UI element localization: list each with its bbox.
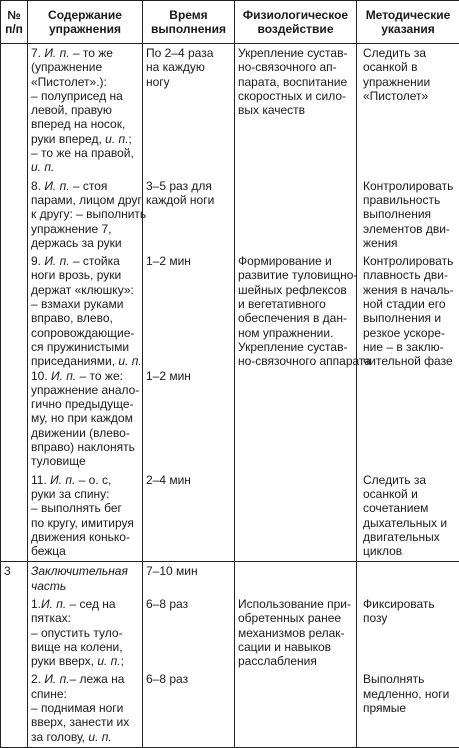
cell-num <box>1 469 28 562</box>
text-run: позу <box>363 611 387 625</box>
cell-line <box>146 179 232 193</box>
text-run: – о. с, <box>75 473 111 487</box>
cell-line <box>363 672 457 686</box>
cell-line <box>31 672 140 686</box>
cell-line <box>31 146 140 160</box>
text-run: циклов <box>363 544 402 558</box>
cell-effect <box>235 668 357 747</box>
text-run: медленно, ноги <box>363 687 449 701</box>
cell-line <box>31 501 140 515</box>
cell-line <box>238 75 353 89</box>
cell-line <box>31 411 140 425</box>
cell-line <box>146 369 232 383</box>
cell-line <box>31 397 140 411</box>
cell-line <box>363 179 457 193</box>
text-run: 1–2 мин <box>146 369 191 383</box>
text-run: Контролировать <box>363 179 453 193</box>
text-run: правильность <box>363 193 440 207</box>
text-run: – стоя <box>70 179 108 193</box>
cell-line <box>363 326 457 340</box>
cell-line <box>31 440 140 454</box>
cell-method <box>357 469 459 562</box>
text-run: Использование при- <box>238 597 351 611</box>
cell-num <box>1 175 28 250</box>
text-run: Следить за <box>363 46 426 60</box>
text-run: 6–8 раз <box>146 672 188 686</box>
text-run: осанкой и <box>363 487 418 501</box>
cell-line <box>238 626 353 640</box>
cell-line <box>31 564 140 578</box>
cell-line <box>31 516 140 530</box>
cell-line <box>31 179 140 193</box>
text-run: по кругу, имитируя <box>31 516 134 530</box>
cell-content <box>28 593 143 668</box>
cell-line <box>238 268 353 282</box>
cell-line <box>31 326 140 340</box>
text-run: обретенных ранее <box>238 611 341 625</box>
cell-line <box>363 46 457 60</box>
text-run: спине: <box>31 687 67 701</box>
italic-text: И. п. <box>44 254 69 268</box>
cell-line <box>31 597 140 611</box>
cell-line <box>363 597 457 611</box>
cell-line <box>146 46 232 60</box>
text-run: Укрепление сустав- <box>238 340 347 354</box>
cell-time <box>143 44 235 175</box>
cell-line <box>31 268 140 282</box>
cell-content <box>28 369 143 469</box>
cell-line <box>363 701 457 715</box>
cell-line <box>363 193 457 207</box>
text-run: приседаниями, <box>31 354 118 368</box>
text-run: – то же <box>70 46 113 60</box>
cell-line <box>31 544 140 558</box>
cell-method <box>357 593 459 668</box>
text-run: 3 <box>4 564 11 578</box>
text-run: на каждую <box>146 60 205 74</box>
text-run: Выполнять <box>363 672 424 686</box>
text-run: скоростных и сило- <box>238 89 346 103</box>
text-run: сопровождающие- <box>31 326 134 340</box>
section-row <box>1 562 459 593</box>
italic-text: Заключительная <box>31 564 128 578</box>
text-run: упражнение 7, <box>31 222 112 236</box>
cell-effect <box>235 250 357 368</box>
cell-num <box>1 44 28 175</box>
cell-line <box>31 611 140 625</box>
cell-line <box>238 354 353 368</box>
text-run: Следить за <box>363 473 426 487</box>
cell-num <box>1 593 28 668</box>
cell-line <box>31 193 140 207</box>
text-run: «Пистолет» <box>363 89 428 103</box>
cell-time <box>143 562 235 593</box>
text-run: 1. <box>31 597 41 611</box>
text-run: ной стадии его <box>363 297 446 311</box>
text-run: двигательных <box>363 530 440 544</box>
text-run: вправо) наклонять <box>31 440 135 454</box>
italic-text: И. п. <box>50 473 75 487</box>
text-run: ние – в заклю- <box>363 340 444 354</box>
table-row <box>1 469 459 562</box>
cell-line <box>238 640 353 654</box>
cell-effect <box>235 593 357 668</box>
cell-line <box>363 516 457 530</box>
text-run: 2–4 мин <box>146 473 191 487</box>
text-run: парами, лицом друг <box>31 193 142 207</box>
text-run: сации и навыков <box>238 640 331 654</box>
cell-line <box>238 311 353 325</box>
text-run: 7. <box>31 46 44 60</box>
text-run: выполнения <box>363 207 431 221</box>
text-run: и вегетативного <box>238 297 326 311</box>
text-run: Контролировать <box>363 254 453 268</box>
cell-line <box>238 103 353 117</box>
cell-time <box>143 593 235 668</box>
text-run: вище на колени, <box>31 640 123 654</box>
cell-line <box>238 654 353 668</box>
cell-method <box>357 44 459 175</box>
text-run: осанкой в <box>363 60 417 74</box>
text-run: механизмов релак- <box>238 626 345 640</box>
cell-line <box>363 611 457 625</box>
cell-effect <box>235 562 357 593</box>
table-row <box>1 668 459 747</box>
header-effect: Физиологическое воздействие <box>235 1 357 44</box>
cell-line <box>31 640 140 654</box>
cell-line <box>31 715 140 729</box>
cell-line <box>31 730 140 744</box>
header-content: Содержание упражнения <box>28 1 143 44</box>
cell-line <box>363 354 457 368</box>
cell-num <box>1 369 28 469</box>
text-run: 2. <box>31 672 44 686</box>
text-run: каждой ноги <box>146 193 214 207</box>
cell-time <box>143 469 235 562</box>
cell-content <box>28 469 143 562</box>
cell-line <box>363 340 457 354</box>
text-run: движения конько- <box>31 530 130 544</box>
cell-line <box>31 701 140 715</box>
table-header-row <box>1 1 459 44</box>
cell-line <box>363 297 457 311</box>
text-run: чительной фазе <box>363 354 453 368</box>
cell-line <box>363 530 457 544</box>
italic-text: И. п. <box>44 179 69 193</box>
cell-line <box>363 254 457 268</box>
cell-time <box>143 668 235 747</box>
text-run: шейных рефлексов <box>238 283 347 297</box>
cell-content <box>28 668 143 747</box>
cell-line <box>31 207 140 221</box>
italic-text: часть <box>31 579 66 593</box>
cell-line <box>31 383 140 397</box>
text-run: ном упражнении. <box>238 326 333 340</box>
cell-line <box>363 60 457 74</box>
cell-line <box>31 117 140 131</box>
text-run: вперед на носок, <box>31 117 125 131</box>
cell-effect <box>235 175 357 250</box>
header-time: Время выполнения <box>143 1 235 44</box>
cell-line <box>363 487 457 501</box>
text-run: левой, правую <box>31 103 112 117</box>
text-run: – выполнять бег <box>31 501 122 515</box>
italic-text: и. п. <box>105 132 128 146</box>
cell-line <box>31 297 140 311</box>
text-run: плавность дви- <box>363 268 448 282</box>
text-run: 10. <box>31 369 51 383</box>
cell-line <box>146 60 232 74</box>
cell-line <box>363 501 457 515</box>
cell-line <box>238 283 353 297</box>
cell-line <box>363 311 457 325</box>
cell-line <box>146 597 232 611</box>
cell-line <box>31 60 140 74</box>
cell-line <box>31 103 140 117</box>
text-run: ся пружинистыми <box>31 340 129 354</box>
cell-effect <box>235 469 357 562</box>
cell-line <box>31 473 140 487</box>
text-run: По 2–4 раза <box>146 46 213 60</box>
text-run: руки за спину: <box>31 487 110 501</box>
cell-content <box>28 562 143 593</box>
cell-time <box>143 175 235 250</box>
text-run: резкое ускоре- <box>363 326 445 340</box>
cell-line <box>238 46 353 60</box>
text-run: Фиксировать <box>363 597 435 611</box>
cell-line <box>31 46 140 60</box>
cell-method <box>357 668 459 747</box>
text-run: туловище <box>31 454 86 468</box>
text-run: (упражнение <box>31 60 102 74</box>
cell-line <box>238 89 353 103</box>
text-run: ; <box>128 132 131 146</box>
text-run: – сед на <box>66 597 115 611</box>
text-run: к другу: – выполнить <box>31 207 146 221</box>
cell-content <box>28 44 143 175</box>
cell-line <box>31 369 140 383</box>
cell-content <box>28 175 143 250</box>
cell-num <box>1 250 28 368</box>
cell-line <box>31 75 140 89</box>
text-run: жения в началь- <box>363 283 454 297</box>
text-run: – стойка <box>70 254 120 268</box>
text-run: Укрепление сустав- <box>238 46 347 60</box>
cell-line <box>363 222 457 236</box>
text-run: держась за руки <box>31 236 122 250</box>
cell-line <box>146 254 232 268</box>
italic-text: И. п. <box>41 597 66 611</box>
text-run: вверх, занести их <box>31 715 129 729</box>
text-run: Формирование и <box>238 254 332 268</box>
cell-method <box>357 562 459 593</box>
cell-line <box>31 626 140 640</box>
cell-num <box>1 562 28 593</box>
cell-line <box>238 340 353 354</box>
cell-line <box>238 326 353 340</box>
text-run: ногу <box>146 75 170 89</box>
table-row <box>1 369 459 469</box>
header-num: № п/п <box>1 1 28 44</box>
cell-num <box>1 668 28 747</box>
italic-text: и. п. <box>88 730 111 744</box>
cell-line <box>31 132 140 146</box>
table-row <box>1 593 459 668</box>
text-run: бежца <box>31 544 66 558</box>
cell-line <box>363 75 457 89</box>
text-run: 7–10 мин <box>146 564 198 578</box>
cell-line <box>31 454 140 468</box>
table-row <box>1 175 459 250</box>
italic-text: и. п. <box>118 354 141 368</box>
text-run: – то же на правой, <box>31 146 134 160</box>
cell-line <box>146 672 232 686</box>
text-run: но-связочного аппарата <box>238 354 371 368</box>
text-run: гично предыдуще- <box>31 397 134 411</box>
cell-line <box>238 597 353 611</box>
cell-line <box>31 426 140 440</box>
italic-text: и. п. <box>31 160 54 174</box>
cell-line <box>4 564 26 578</box>
text-run: – то же: <box>76 369 123 383</box>
text-run: дыхательных и <box>363 516 447 530</box>
cell-time <box>143 250 235 368</box>
cell-method <box>357 369 459 469</box>
cell-line <box>31 254 140 268</box>
text-run: за голову, <box>31 730 88 744</box>
text-run: ; <box>121 654 124 668</box>
cell-line <box>363 236 457 250</box>
text-run: – поднимая ноги <box>31 701 123 715</box>
cell-line <box>363 687 457 701</box>
cell-line <box>146 564 232 578</box>
italic-text: и. п. <box>97 654 120 668</box>
cell-line <box>31 340 140 354</box>
table-row <box>1 250 459 368</box>
cell-line <box>31 654 140 668</box>
cell-line <box>238 60 353 74</box>
cell-effect <box>235 369 357 469</box>
text-run: расслабления <box>238 654 317 668</box>
cell-line <box>146 193 232 207</box>
text-run: 3–5 раз для <box>146 179 212 193</box>
text-run: вых качеств <box>238 103 305 117</box>
text-run: но-связочного ап- <box>238 60 337 74</box>
cell-line <box>146 473 232 487</box>
text-run: пятках: <box>31 611 71 625</box>
text-run: му, но при каждом <box>31 411 133 425</box>
text-run: элементов дви- <box>363 222 450 236</box>
cell-line <box>31 160 140 174</box>
cell-line <box>363 89 457 103</box>
cell-method <box>357 175 459 250</box>
text-run: выполнения и <box>363 311 441 325</box>
text-run: руки вверх, <box>31 654 97 668</box>
text-run: руки вперед, <box>31 132 105 146</box>
text-run: 8. <box>31 179 44 193</box>
text-run: вправо, влево, <box>31 311 113 325</box>
italic-text: И. п. <box>51 369 76 383</box>
header-method: Методические указания <box>357 1 459 44</box>
cell-line <box>31 236 140 250</box>
text-run: – полуприсед на <box>31 89 123 103</box>
cell-line <box>31 530 140 544</box>
cell-line <box>363 473 457 487</box>
cell-line <box>31 89 140 103</box>
cell-line <box>31 579 140 593</box>
text-run: 11. <box>31 473 50 487</box>
italic-text: И. п. <box>44 46 69 60</box>
text-run: «Пистолет».): <box>31 75 107 89</box>
text-run: – опустить туло- <box>31 626 123 640</box>
cell-time <box>143 369 235 469</box>
text-run: парата, воспитание <box>238 75 347 89</box>
cell-line <box>238 254 353 268</box>
cell-line <box>238 611 353 625</box>
text-run: ноги врозь, руки <box>31 268 121 282</box>
cell-line <box>363 207 457 221</box>
cell-line <box>31 222 140 236</box>
text-run: развитие туловищно- <box>238 268 357 282</box>
cell-method <box>357 250 459 368</box>
italic-text: И. п. <box>44 672 69 686</box>
text-run: прямые <box>363 701 406 715</box>
cell-line <box>31 283 140 297</box>
text-run: движении (влево- <box>31 426 130 440</box>
text-run: упражнение анало- <box>31 383 139 397</box>
cell-line <box>31 354 140 368</box>
text-run: упражнении <box>363 75 430 89</box>
cell-line <box>363 283 457 297</box>
text-run: 1–2 мин <box>146 254 191 268</box>
text-run: – лежа на <box>70 672 125 686</box>
cell-line <box>31 687 140 701</box>
cell-content <box>28 250 143 368</box>
cell-line <box>363 268 457 282</box>
text-run: 9. <box>31 254 44 268</box>
text-run: – взмахи руками <box>31 297 123 311</box>
cell-line <box>31 487 140 501</box>
text-run: 6–8 раз <box>146 597 188 611</box>
text-run: держат «клюшку»: <box>31 283 134 297</box>
cell-effect <box>235 44 357 175</box>
text-run: сочетанием <box>363 501 428 515</box>
cell-line <box>238 297 353 311</box>
text-run: обеспечения в дан- <box>238 311 347 325</box>
text-run: жения <box>363 236 398 250</box>
cell-line <box>31 311 140 325</box>
table-row <box>1 44 459 175</box>
cell-line <box>363 544 457 558</box>
cell-line <box>146 75 232 89</box>
